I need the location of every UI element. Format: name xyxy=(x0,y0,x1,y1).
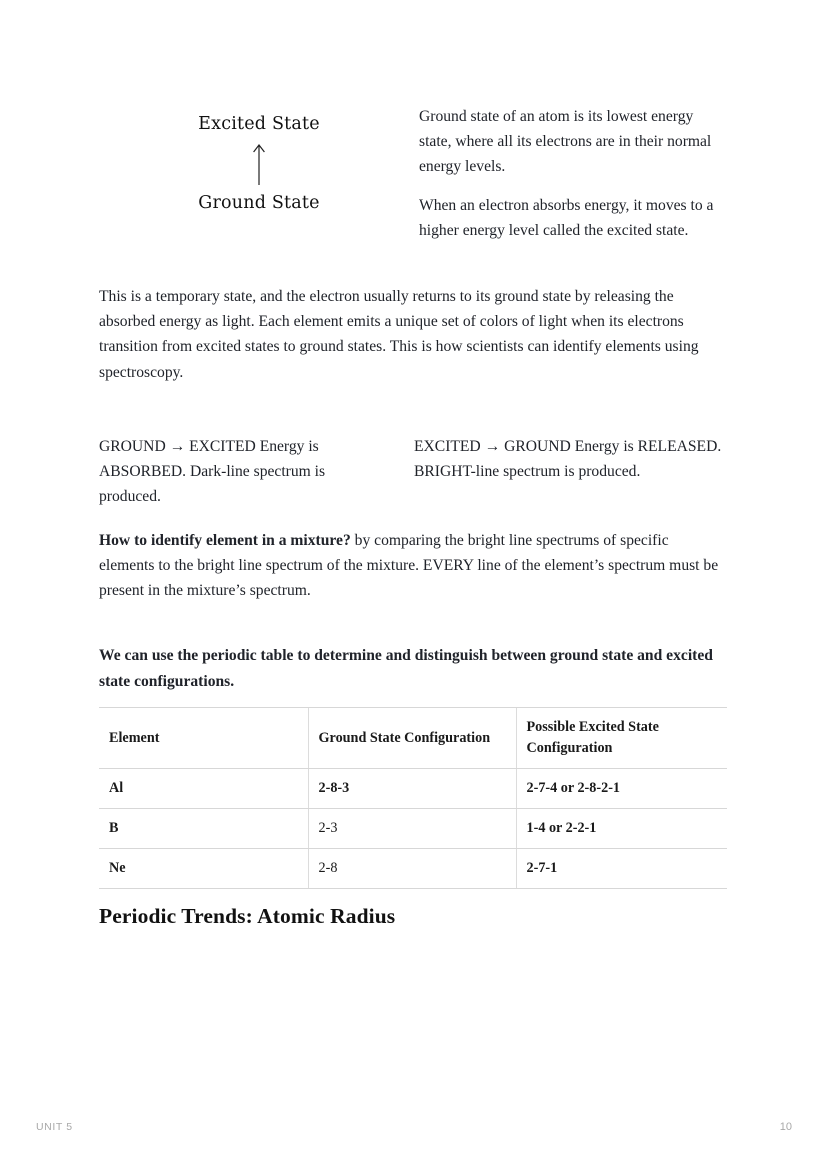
identify-question-lead: How to identify element in a mixture? xyxy=(99,532,351,549)
cell-excited-configuration: 1-4 or 2-2-1 xyxy=(516,809,727,849)
cell-element: B xyxy=(99,809,308,849)
section-heading-periodic-trends: Periodic Trends: Atomic Radius xyxy=(99,904,396,928)
table-header-row xyxy=(99,708,727,769)
page-footer xyxy=(36,1118,792,1136)
table-row xyxy=(99,809,727,849)
intro-text-column xyxy=(419,104,727,243)
energy-transition-columns xyxy=(99,434,727,510)
table-body xyxy=(99,769,727,889)
intro-section xyxy=(99,104,727,243)
table-row xyxy=(99,769,727,809)
intro-paragraph-ground-state: Ground state of an atom is its lowest energy state, where all its electrons are in their normal energy levels. xyxy=(419,108,712,175)
footer-page-number: 10 xyxy=(779,1121,792,1133)
diagram-ground-state-label: Ground State xyxy=(198,193,320,213)
column-header-ground-state: Ground State Configuration xyxy=(308,708,516,769)
paragraph-identify-element xyxy=(99,528,727,604)
cell-ground-configuration: 2-3 xyxy=(308,809,516,849)
energy-released-statement: EXCITED → GROUND Energy is RELEASED. BRIGHT-line spectrum is produced. xyxy=(414,438,722,481)
intro-paragraph-excited-state: When an electron absorbs energy, it moves to a higher energy level called the excited state. xyxy=(419,197,714,239)
column-header-excited-state: Possible Excited State Configuration xyxy=(516,708,727,769)
column-header-element: Element xyxy=(99,708,308,769)
identify-answer-text: by comparing the bright line spectrums of specific elements to the bright line spectrum of the mixture. EVERY line of the element’s spectrum must be present in the mixture’s spectrum. xyxy=(99,532,719,600)
table-row xyxy=(99,849,727,889)
diagram-excited-state-label: Excited State xyxy=(198,114,320,134)
cell-excited-configuration: 2-7-4 or 2-8-2-1 xyxy=(516,769,727,809)
cell-element: Ne xyxy=(99,849,308,889)
cell-ground-configuration: 2-8-3 xyxy=(308,769,516,809)
energy-state-diagram xyxy=(99,104,419,213)
footer-unit-label: UNIT 5 xyxy=(36,1121,73,1133)
energy-absorbed-statement: GROUND → EXCITED Energy is ABSORBED. Dark-line spectrum is produced. xyxy=(99,438,326,506)
cell-excited-configuration: 2-7-1 xyxy=(516,849,727,889)
paragraph-temporary-state: This is a temporary state, and the electron usually returns to its ground state by releasing the absorbed energy as light. Each element emits a unique set of colors of light when its electrons transition from excited states to ground states. This is how scientists can identify elements using spectroscopy. xyxy=(99,288,699,381)
upward-arrow-icon xyxy=(250,141,268,185)
electron-configuration-table xyxy=(99,707,727,889)
paragraph-periodic-table-intro: We can use the periodic table to determine and distinguish between ground state and excited state configurations. xyxy=(99,647,713,690)
cell-element: Al xyxy=(99,769,308,809)
cell-ground-configuration: 2-8 xyxy=(308,849,516,889)
